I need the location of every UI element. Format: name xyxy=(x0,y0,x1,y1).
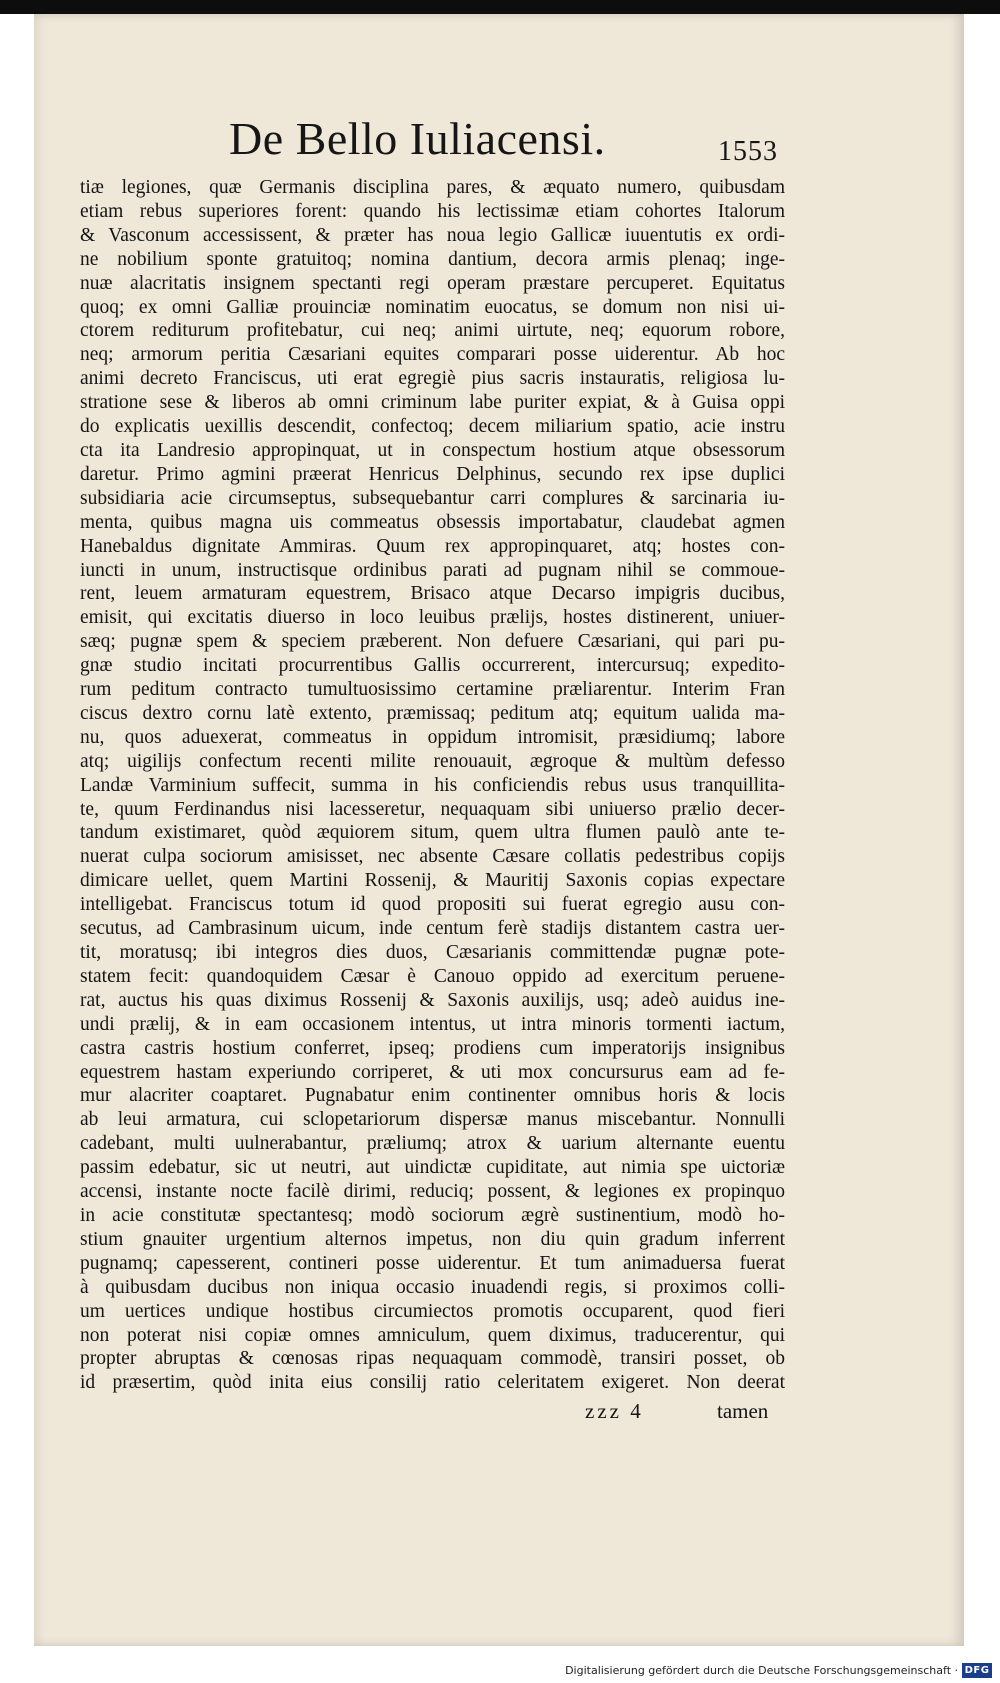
text-line: te, quum Ferdinandus nisi lacesseretur, nequaquam sibi uniuerso prælio decer- xyxy=(80,798,785,820)
text-line: Landæ Varminium suffecit, summa in his conficiendis rebus usus tranquillita- xyxy=(80,774,785,796)
text-line: emisit, qui excitatis diuerso in loco leuibus prælijs, hostes distinerent, uniuer- xyxy=(80,607,785,629)
text-line: intelligebat. Franciscus totum id quod propositi sui fuerat egregio ausu con- xyxy=(80,894,785,916)
text-line: in acie constitutæ spectantesq; modò sociorum ægrè sustinentium, modò ho- xyxy=(80,1204,785,1226)
text-line: à quibusdam ducibus non iniqua occasio inuadendi regis, si proximos colli- xyxy=(80,1276,785,1298)
text-line: do explicatis uexillis descendit, confectoq; decem miliarium spatio, acie instru xyxy=(80,416,785,438)
text-line: dimicare uellet, quem Martini Rossenij, & Mauritij Saxonis copias expectare xyxy=(80,870,785,892)
text-line: rat, auctus his quas diximus Rossenij & Saxonis auxilijs, usq; adeò auidus ine- xyxy=(80,989,785,1011)
text-line: & Vasconum accessissent, & præter has noua legio Gallicæ iuuentutis ex ordi- xyxy=(80,224,785,246)
credit-text: Digitalisierung gefördert durch die Deutsche Forschungsgemeinschaft · xyxy=(565,1664,958,1677)
dfg-logo-icon: DFG xyxy=(962,1663,992,1678)
text-line: quoq; ex omni Galliæ prouinciæ nominatim euocatus, se domum non nisi ui- xyxy=(80,296,785,318)
text-line: passim edebatur, sic ut neutri, aut uindictæ cupiditate, aut nimia spe uictoriæ xyxy=(80,1157,785,1179)
text-line: id præsertim, quòd inita eius consilij ratio celeritatem exigeret. Non deerat xyxy=(80,1372,785,1394)
text-line: sæq; pugnæ spem & speciem præberent. Non defuere Cæsariani, qui pari pu- xyxy=(80,631,785,653)
text-line: undi prælij, & in eam occasionem intentus, ut intra minoris tormenti iactum, xyxy=(80,1013,785,1035)
page-margin-right xyxy=(964,14,1000,1646)
text-line: equestrem hastam experiundo corriperet, & uti mox concursurus eam ad fe- xyxy=(80,1061,785,1083)
catchword: tamen xyxy=(717,1399,769,1423)
text-line: cadebant, multi uulnerabantur, præliumq; atrox & uarium alternante euentu xyxy=(80,1133,785,1155)
text-line: stium gnauiter urgentium alternos impetus, non diu quin gradum inferrent xyxy=(80,1228,785,1250)
text-line: mur alacriter coaptaret. Pugnabatur enim continenter omnibus horis & locis xyxy=(80,1085,785,1107)
text-line: non poterat nisi copiæ omnes amniculum, quem diximus, traducerentur, qui xyxy=(80,1324,785,1346)
signature-mark: zzz 4 xyxy=(585,1399,644,1423)
text-line: tandum existimaret, quòd æquiorem situm, quem ultra flumen paulò ante te- xyxy=(80,822,785,844)
text-line: secutus, ad Cambrasinum uicum, inde centum ferè stadijs distantem castra uer- xyxy=(80,918,785,940)
text-line: daretur. Primo agmini præerat Henricus Delphinus, secundo rex ipse duplici xyxy=(80,463,785,485)
text-line: tiæ legiones, quæ Germanis disciplina pares, & æquato numero, quibusdam xyxy=(80,177,785,198)
text-line: rent, leuem armaturam equestrem, Brisaco atque Decarso impigris ducibus, xyxy=(80,583,785,605)
page-footer xyxy=(80,1399,785,1427)
text-line: cta ita Landresio appropinquat, ut in conspectum hostium atque obsessorum xyxy=(80,439,785,461)
text-line: ne nobilium sponte gratuitoq; nomina dantium, decora armis plenaq; inge- xyxy=(80,248,785,270)
running-head-title: De Bello Iuliacensi. xyxy=(229,113,606,164)
text-line: neq; armorum peritia Cæsariani equites comparari posse uiderentur. Ab hoc xyxy=(80,344,785,366)
text-line: pugnamq; capesserent, contineri posse uiderentur. Et tum animaduersa fuerat xyxy=(80,1252,785,1274)
scan-top-border xyxy=(0,0,1000,14)
text-line: animi decreto Franciscus, uti erat egregiè pius sacris instauratis, religiosa lu- xyxy=(80,368,785,390)
text-line: nu, quos aduexerat, commeatus in oppidum intromisit, præsidiumq; labore xyxy=(80,726,785,748)
text-line: etiam rebus superiores forent: quando his lectissimæ etiam cohortes Italorum xyxy=(80,200,785,222)
text-line: nuerat culpa sociorum amisisset, nec absente Cæsare collatis pedestribus copijs xyxy=(80,846,785,868)
page-number: 1553 xyxy=(718,136,778,167)
text-line: gnæ studio incitati procurrentibus Gallis occurrerent, intercursuq; expedito- xyxy=(80,655,785,677)
text-line: stratione sese & liberos ab omni criminum labe puriter expiat, & à Guisa oppi xyxy=(80,392,785,414)
text-line: iuncti in unum, instructisque ordinibus parati ad pugnam nihil se commoue- xyxy=(80,559,785,581)
text-line: ctorem rediturum profitebatur, cui neq; animi uirtute, neq; equorum robore, xyxy=(80,320,785,342)
body-text xyxy=(80,176,785,1395)
text-line: accensi, instante nocte facilè dirimi, reduciq; possent, & legiones ex propinquo xyxy=(80,1181,785,1203)
text-line: propter abruptas & cœnosas ripas nequaquam commodè, transiri posset, ob xyxy=(80,1348,785,1370)
text-line: nuæ alacritatis insignem spectanti regi operam præstare percuperet. Equitatus xyxy=(80,272,785,294)
text-line: um uertices undique hostibus circumiectos promotis occuparent, quod fieri xyxy=(80,1300,785,1322)
text-line: menta, quibus magna uis commeatus obsessis importabatur, claudebat agmen xyxy=(80,511,785,533)
digitization-credit-bar xyxy=(0,1660,1000,1683)
text-line: subsidiaria acie circumseptus, subsequebantur carri complures & sarcinaria iu- xyxy=(80,487,785,509)
text-line: ab leui armatura, cui sclopetariorum dispersæ manus miscebantur. Nonnulli xyxy=(80,1109,785,1131)
page-header xyxy=(34,112,964,172)
text-line: tit, moratusq; ibi integros dies duos, Cæsarianis committendæ pugnæ pote- xyxy=(80,942,785,963)
text-line: atq; uigilijs confectum recenti milite renouauit, ægroque & multùm defesso xyxy=(80,750,785,772)
text-line: statem fecit: quandoquidem Cæsar è Canouo oppido ad exercitum peruene- xyxy=(80,965,785,987)
text-line: ciscus dextro cornu latè extento, præmissaq; peditum atq; equitum ualida ma- xyxy=(80,702,785,724)
text-line: castra castris hostium conferret, ipseq; prodiens cum imperatorijs insignibus xyxy=(80,1037,785,1059)
text-line: Hanebaldus dignitate Ammiras. Quum rex appropinquaret, atq; hostes con- xyxy=(80,535,785,557)
text-line: rum peditum contracto tumultuosissimo certamine præliarentur. Interim Fran xyxy=(80,679,785,701)
